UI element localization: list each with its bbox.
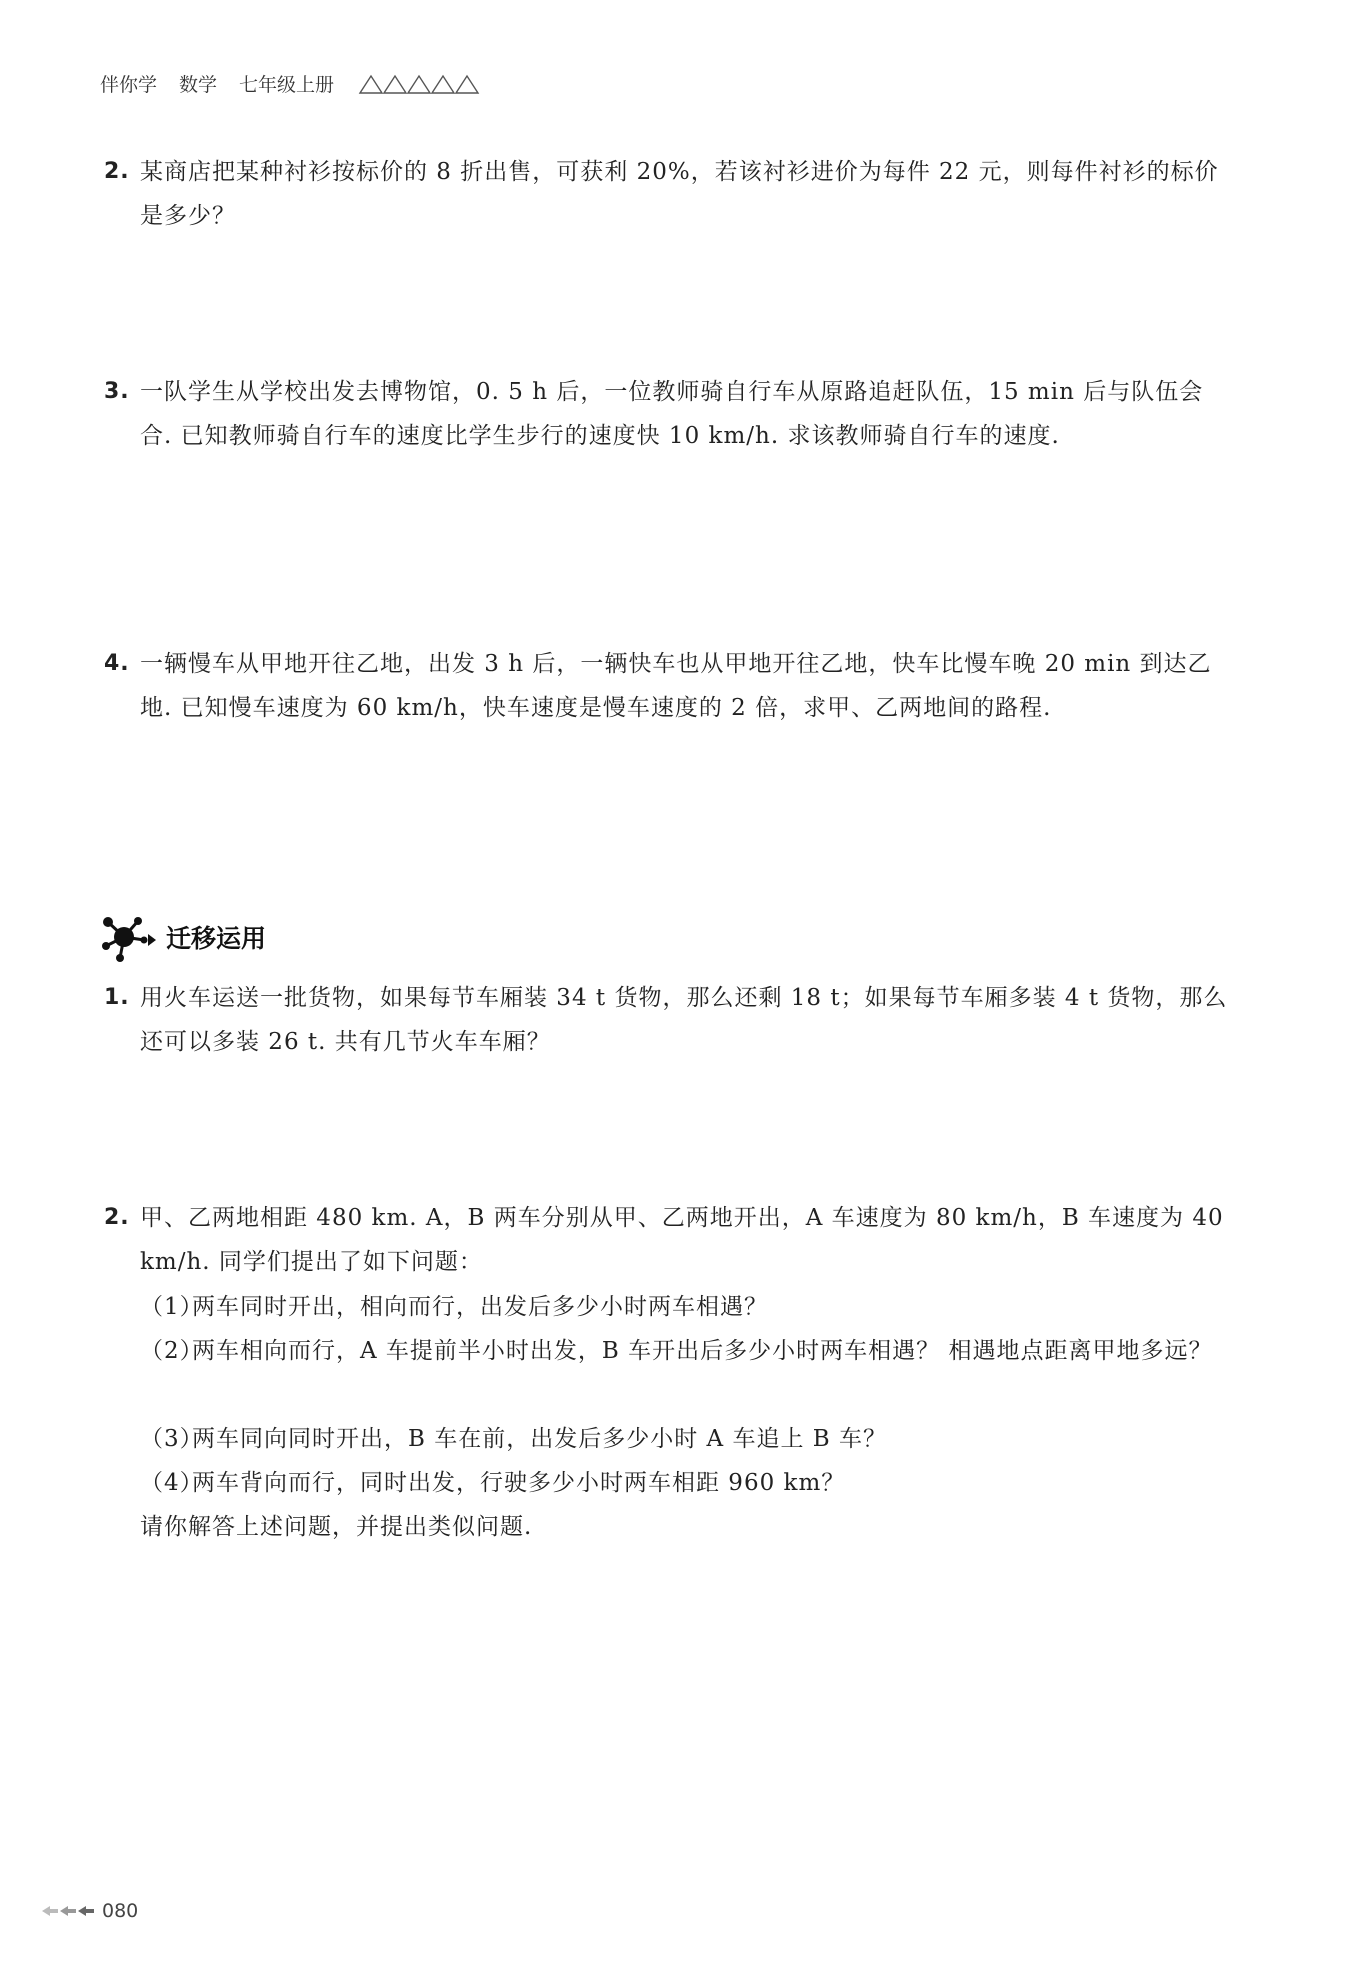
sub-question-label: （3） (140, 1426, 204, 1452)
question-a-2 (104, 150, 1234, 238)
section-title: 迁移运用 (166, 924, 267, 953)
question-text: 一辆慢车从甲地开往乙地，出发 3 h 后，一辆快车也从甲地开往乙地，快车比慢车晚 20 min 到达乙地. 已知慢车速度为 60 km/h，快车速度是慢车速度的 2 倍，求甲、乙两地间的路程. (140, 651, 1212, 721)
section-heading (100, 912, 266, 962)
question-b-2 (104, 1196, 1234, 1284)
molecule-icon (100, 912, 158, 962)
question-a-4 (104, 642, 1234, 730)
question-b-1 (104, 976, 1234, 1064)
sub-question-1 (140, 1285, 1230, 1329)
sub-question-label: （2） (140, 1338, 204, 1364)
book-title: 伴你学 (100, 74, 158, 96)
sub-question-2 (140, 1329, 1230, 1373)
question-text: 某商店把某种衬衫按标价的 8 折出售，可获利 20%，若该衬衫进价为每件 22 元，则每件衬衫的标价是多少？ (140, 159, 1219, 229)
question-number: 2. (104, 1205, 130, 1230)
question-text: 一队学生从学校出发去博物馆，0. 5 h 后，一位教师骑自行车从原路追赶队伍，15 min 后与队伍会合. 已知教师骑自行车的速度比学生步行的速度快 10 km/h. 求该教师骑自行车的速度. (140, 379, 1204, 449)
triangle-decoration-icon (358, 73, 488, 95)
sub-question-label: （4） (140, 1470, 204, 1496)
sub-question-text: 两车背向而行，同时出发，行驶多少小时两车相距 960 km？ (192, 1470, 846, 1496)
closing-instruction (140, 1505, 1230, 1549)
sub-question-4 (140, 1461, 1230, 1505)
sub-question-text: 两车同向同时开出，B 车在前，出发后多少小时 A 车追上 B 车？ (192, 1426, 887, 1452)
sub-question-label: （1） (140, 1294, 204, 1320)
page-number: 080 (102, 1900, 139, 1922)
subject-label: 数学 (179, 74, 218, 96)
sub-question-3 (140, 1417, 1230, 1461)
closing-text: 请你解答上述问题，并提出类似问题. (140, 1514, 533, 1540)
question-number: 1. (104, 985, 130, 1010)
sub-question-text: 两车同时开出，相向而行，出发后多少小时两车相遇？ (192, 1294, 768, 1320)
grade-label: 七年级上册 (239, 74, 335, 96)
question-number: 2. (104, 159, 130, 184)
page-footer (40, 1900, 138, 1922)
question-text: 用火车运送一批货物，如果每节车厢装 34 t 货物，那么还剩 18 t；如果每节车厢多装 4 t 货物，那么还可以多装 26 t. 共有几节火车车厢？ (140, 985, 1228, 1055)
sub-question-text: 两车相向而行，A 车提前半小时出发，B 车开出后多少小时两车相遇？ 相遇地点距离甲地多远？ (192, 1338, 1213, 1364)
question-number: 4. (104, 651, 130, 676)
page-header (100, 70, 488, 97)
question-number: 3. (104, 379, 130, 404)
question-text: 甲、乙两地相距 480 km. A，B 两车分别从甲、乙两地开出，A 车速度为 80 km/h，B 车速度为 40 km/h. 同学们提出了如下问题： (140, 1205, 1224, 1275)
arrows-left-icon (40, 1903, 98, 1919)
question-a-3 (104, 370, 1234, 458)
